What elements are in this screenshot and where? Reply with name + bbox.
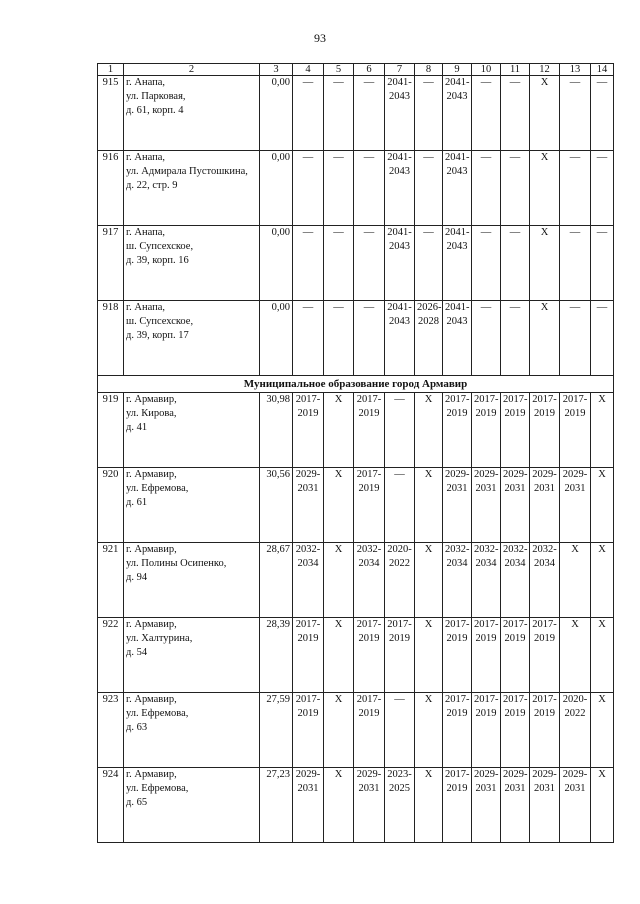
column-header-11: 11 <box>501 64 530 76</box>
period-cell: — <box>501 301 530 376</box>
period-cell: Х <box>415 393 443 468</box>
table-row <box>98 468 614 543</box>
table-row <box>98 393 614 468</box>
column-header-12: 12 <box>530 64 560 76</box>
period-cell: 2017- 2019 <box>385 618 415 693</box>
period-cell: Х <box>530 151 560 226</box>
address-line: г. Армавир, <box>126 769 177 780</box>
period-cell: Х <box>324 618 354 693</box>
period-cell: 2032- 2034 <box>472 543 501 618</box>
period-cell: 2020- 2022 <box>560 693 591 768</box>
address-cell <box>124 226 260 301</box>
value-cell: 27,23 <box>260 768 293 843</box>
period-cell: 2029- 2031 <box>293 468 324 543</box>
period-cell: 2017- 2019 <box>443 393 472 468</box>
period-cell: 2041- 2043 <box>385 76 415 151</box>
period-cell: 2029- 2031 <box>472 468 501 543</box>
period-cell: 2017- 2019 <box>472 618 501 693</box>
address-line: д. 39, корп. 16 <box>126 255 189 266</box>
table-row <box>98 543 614 618</box>
address-line: ул. Халтурина, <box>126 633 193 644</box>
address-line: ш. Супсехское, <box>126 316 194 327</box>
table-row <box>98 301 614 376</box>
address-line: ул. Ефремова, <box>126 483 189 494</box>
period-cell: 2017- 2019 <box>443 618 472 693</box>
column-header-1: 1 <box>98 64 124 76</box>
value-cell: 0,00 <box>260 226 293 301</box>
register-table <box>97 63 614 843</box>
period-cell: Х <box>591 393 614 468</box>
column-header-13: 13 <box>560 64 591 76</box>
address-line: ул. Кирова, <box>126 408 177 419</box>
period-cell: Х <box>415 693 443 768</box>
header-row <box>98 64 614 76</box>
period-cell: — <box>293 151 324 226</box>
period-cell: 2017- 2019 <box>472 693 501 768</box>
period-cell: Х <box>415 468 443 543</box>
period-cell: 2032- 2034 <box>443 543 472 618</box>
period-cell: — <box>472 151 501 226</box>
period-cell: 2029- 2031 <box>293 768 324 843</box>
period-cell: — <box>354 226 385 301</box>
period-cell: 2029- 2031 <box>530 768 560 843</box>
column-header-4: 4 <box>293 64 324 76</box>
armavir-rows <box>98 393 614 843</box>
period-cell: — <box>293 301 324 376</box>
period-cell: Х <box>324 393 354 468</box>
address-cell <box>124 301 260 376</box>
period-cell: 2017- 2019 <box>293 693 324 768</box>
period-cell: 2029- 2031 <box>354 768 385 843</box>
row-number: 921 <box>98 543 124 618</box>
address-line: г. Анапа, <box>126 152 166 163</box>
period-cell: — <box>501 151 530 226</box>
period-cell: — <box>560 301 591 376</box>
address-line: ш. Супсехское, <box>126 241 194 252</box>
row-number: 917 <box>98 226 124 301</box>
period-cell: — <box>385 468 415 543</box>
row-number: 920 <box>98 468 124 543</box>
period-cell: Х <box>591 618 614 693</box>
table-row <box>98 226 614 301</box>
row-number: 919 <box>98 393 124 468</box>
period-cell: — <box>472 226 501 301</box>
period-cell: Х <box>415 543 443 618</box>
column-header-6: 6 <box>354 64 385 76</box>
period-cell: 2041- 2043 <box>443 151 472 226</box>
value-cell: 0,00 <box>260 301 293 376</box>
period-cell: 2017- 2019 <box>530 618 560 693</box>
value-cell: 28,67 <box>260 543 293 618</box>
address-cell <box>124 76 260 151</box>
period-cell: — <box>560 226 591 301</box>
period-cell: — <box>385 393 415 468</box>
column-header-10: 10 <box>472 64 501 76</box>
value-cell: 30,98 <box>260 393 293 468</box>
period-cell: — <box>591 226 614 301</box>
period-cell: — <box>354 301 385 376</box>
period-cell: Х <box>324 693 354 768</box>
address-line: д. 65 <box>126 797 148 808</box>
period-cell: 2017- 2019 <box>354 468 385 543</box>
row-number: 915 <box>98 76 124 151</box>
address-line: г. Анапа, <box>126 302 166 313</box>
address-cell <box>124 693 260 768</box>
table-row <box>98 768 614 843</box>
anapa-rows <box>98 76 614 376</box>
period-cell: 2017- 2019 <box>293 618 324 693</box>
period-cell: 2017- 2019 <box>443 693 472 768</box>
period-cell: 2017- 2019 <box>501 693 530 768</box>
period-cell: — <box>591 76 614 151</box>
period-cell: 2041- 2043 <box>385 301 415 376</box>
address-line: ул. Парковая, <box>126 91 186 102</box>
period-cell: — <box>560 151 591 226</box>
period-cell: 2017- 2019 <box>560 393 591 468</box>
address-line: д. 94 <box>126 572 148 583</box>
period-cell: 2029- 2031 <box>560 768 591 843</box>
address-line: г. Армавир, <box>126 619 177 630</box>
period-cell: — <box>501 226 530 301</box>
period-cell: 2041- 2043 <box>385 151 415 226</box>
period-cell: Х <box>324 468 354 543</box>
address-cell <box>124 393 260 468</box>
period-cell: Х <box>591 468 614 543</box>
address-cell <box>124 543 260 618</box>
period-cell: Х <box>591 693 614 768</box>
value-cell: 30,56 <box>260 468 293 543</box>
period-cell: 2017- 2019 <box>354 693 385 768</box>
value-cell: 27,59 <box>260 693 293 768</box>
period-cell: 2023- 2025 <box>385 768 415 843</box>
period-cell: 2029- 2031 <box>443 468 472 543</box>
period-cell: — <box>472 301 501 376</box>
period-cell: — <box>324 301 354 376</box>
table-row <box>98 151 614 226</box>
period-cell: — <box>472 76 501 151</box>
period-cell: 2017- 2019 <box>472 393 501 468</box>
period-cell: Х <box>324 768 354 843</box>
period-cell: Х <box>560 543 591 618</box>
address-line: г. Армавир, <box>126 694 177 705</box>
address-line: ул. Полины Осипенко, <box>126 558 227 569</box>
row-number: 918 <box>98 301 124 376</box>
address-line: г. Анапа, <box>126 77 166 88</box>
period-cell: Х <box>560 618 591 693</box>
period-cell: Х <box>324 543 354 618</box>
period-cell: 2041- 2043 <box>385 226 415 301</box>
period-cell: — <box>591 151 614 226</box>
period-cell: — <box>415 151 443 226</box>
column-header-14: 14 <box>591 64 614 76</box>
period-cell: 2029- 2031 <box>530 468 560 543</box>
period-cell: 2032- 2034 <box>354 543 385 618</box>
period-cell: — <box>415 226 443 301</box>
period-cell: Х <box>415 768 443 843</box>
address-line: г. Армавир, <box>126 469 177 480</box>
period-cell: 2032- 2034 <box>501 543 530 618</box>
column-header-5: 5 <box>324 64 354 76</box>
period-cell: 2017- 2019 <box>443 768 472 843</box>
period-cell: 2029- 2031 <box>501 468 530 543</box>
address-cell <box>124 768 260 843</box>
period-cell: — <box>324 226 354 301</box>
table-row <box>98 693 614 768</box>
period-cell: 2017- 2019 <box>530 393 560 468</box>
period-cell: 2020- 2022 <box>385 543 415 618</box>
address-line: д. 39, корп. 17 <box>126 330 189 341</box>
address-line: д. 54 <box>126 647 148 658</box>
period-cell: — <box>293 76 324 151</box>
period-cell: Х <box>591 768 614 843</box>
period-cell: 2017- 2019 <box>530 693 560 768</box>
period-cell: — <box>501 76 530 151</box>
period-cell: 2032- 2034 <box>293 543 324 618</box>
period-cell: 2041- 2043 <box>443 301 472 376</box>
period-cell: 2017- 2019 <box>501 618 530 693</box>
value-cell: 0,00 <box>260 151 293 226</box>
table-row <box>98 76 614 151</box>
period-cell: Х <box>530 226 560 301</box>
period-cell: Х <box>415 618 443 693</box>
page-number: 93 <box>314 31 326 45</box>
row-number: 924 <box>98 768 124 843</box>
address-line: ул. Ефремова, <box>126 708 189 719</box>
period-cell: Х <box>530 76 560 151</box>
address-line: ул. Ефремова, <box>126 783 189 794</box>
column-header-7: 7 <box>385 64 415 76</box>
section-row <box>98 376 614 393</box>
address-line: д. 61 <box>126 497 148 508</box>
period-cell: Х <box>530 301 560 376</box>
period-cell: 2017- 2019 <box>354 393 385 468</box>
period-cell: — <box>415 76 443 151</box>
column-header-3: 3 <box>260 64 293 76</box>
column-header-8: 8 <box>415 64 443 76</box>
address-cell <box>124 151 260 226</box>
row-number: 916 <box>98 151 124 226</box>
address-line: г. Анапа, <box>126 227 166 238</box>
period-cell: 2026- 2028 <box>415 301 443 376</box>
period-cell: 2029- 2031 <box>472 768 501 843</box>
period-cell: 2017- 2019 <box>293 393 324 468</box>
period-cell: 2041- 2043 <box>443 226 472 301</box>
period-cell: Х <box>591 543 614 618</box>
section-title: Муниципальное образование город Армавир <box>98 376 614 393</box>
period-cell: — <box>354 151 385 226</box>
period-cell: 2017- 2019 <box>354 618 385 693</box>
period-cell: 2029- 2031 <box>560 468 591 543</box>
period-cell: — <box>591 301 614 376</box>
period-cell: — <box>324 151 354 226</box>
period-cell: 2041- 2043 <box>443 76 472 151</box>
address-line: д. 41 <box>126 422 148 433</box>
address-line: г. Армавир, <box>126 544 177 555</box>
address-line: д. 63 <box>126 722 148 733</box>
period-cell: — <box>324 76 354 151</box>
address-line: ул. Адмирала Пустошкина, <box>126 166 248 177</box>
row-number: 922 <box>98 618 124 693</box>
address-line: г. Армавир, <box>126 394 177 405</box>
address-cell <box>124 468 260 543</box>
address-cell <box>124 618 260 693</box>
period-cell: — <box>560 76 591 151</box>
period-cell: 2017- 2019 <box>501 393 530 468</box>
period-cell: — <box>385 693 415 768</box>
column-header-9: 9 <box>443 64 472 76</box>
table-row <box>98 618 614 693</box>
row-number: 923 <box>98 693 124 768</box>
period-cell: — <box>354 76 385 151</box>
period-cell: 2032- 2034 <box>530 543 560 618</box>
address-line: д. 22, стр. 9 <box>126 180 178 191</box>
value-cell: 28,39 <box>260 618 293 693</box>
value-cell: 0,00 <box>260 76 293 151</box>
period-cell: — <box>293 226 324 301</box>
column-header-2: 2 <box>124 64 260 76</box>
period-cell: 2029- 2031 <box>501 768 530 843</box>
address-line: д. 61, корп. 4 <box>126 105 184 116</box>
